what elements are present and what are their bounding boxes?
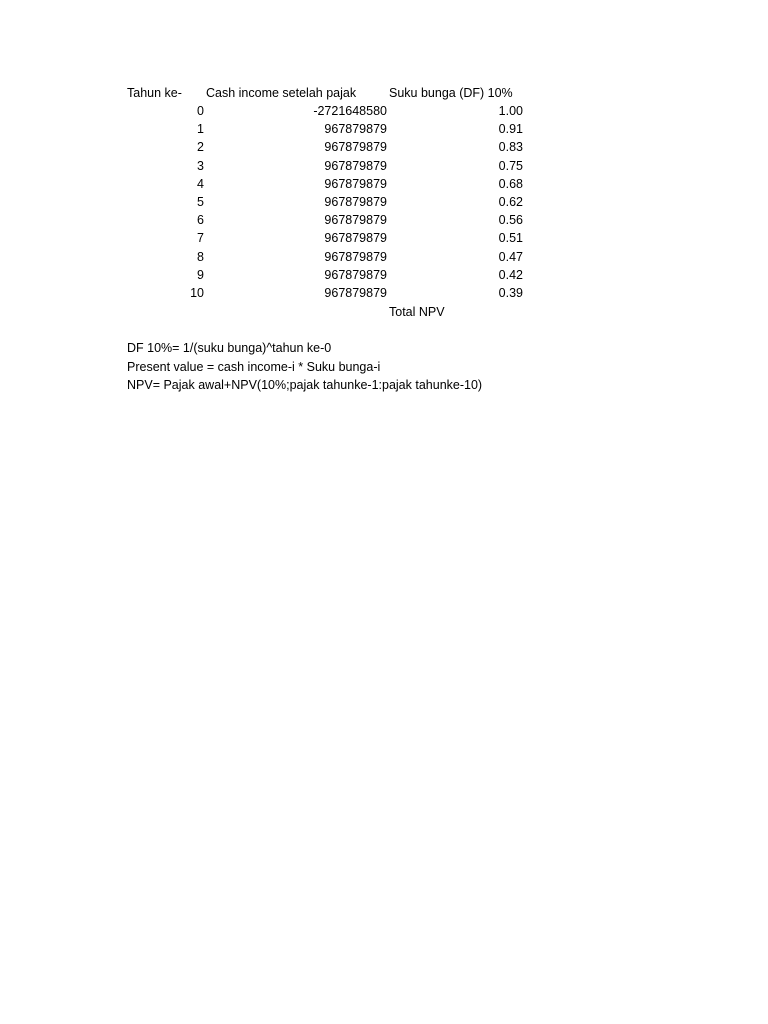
cell-cash-income: 967879879 (324, 285, 387, 300)
cell-discount-factor: 0.39 (498, 285, 523, 300)
table-row (0, 175, 768, 193)
cell-cash-income: -2721648580 (313, 104, 387, 118)
table-row (0, 157, 768, 175)
cell-discount-factor: 0.83 (498, 140, 523, 155)
cell-year: 1 (197, 122, 204, 137)
header-discount-factor: Suku bunga (DF) 10% (389, 86, 513, 100)
cell-year: 0 (197, 104, 204, 118)
formula-notes (127, 339, 482, 395)
cell-year: 9 (197, 267, 204, 282)
table-row (0, 138, 768, 156)
cell-discount-factor: 0.51 (498, 231, 523, 246)
cell-cash-income: 967879879 (324, 194, 387, 209)
note-present-value-formula: Present value = cash income-i * Suku bunga-i (127, 359, 381, 374)
note-npv-formula: NPV= Pajak awal+NPV(10%;pajak tahunke-1:pajak tahunke-10) (127, 378, 483, 392)
cell-discount-factor: 1.00 (498, 104, 523, 118)
table-row (0, 248, 768, 266)
cell-discount-factor: 0.47 (498, 249, 523, 264)
total-npv-label: Total NPV (389, 305, 445, 319)
header-year: Tahun ke- (127, 86, 182, 100)
cell-year: 8 (197, 249, 204, 264)
cell-year: 2 (197, 140, 204, 155)
note-df-formula: DF 10%= 1/(suku bunga)^tahun ke-0 (127, 341, 332, 355)
cell-discount-factor: 0.75 (498, 158, 523, 173)
data-table (0, 102, 768, 302)
table-row (0, 211, 768, 229)
table-row (0, 120, 768, 138)
cell-year: 5 (197, 194, 204, 209)
cell-discount-factor: 0.91 (498, 122, 523, 137)
cell-year: 3 (197, 158, 204, 173)
header-cash-income: Cash income setelah pajak (206, 86, 357, 100)
table-row (0, 102, 768, 120)
cell-cash-income: 967879879 (324, 122, 387, 137)
cell-cash-income: 967879879 (324, 213, 387, 228)
cell-discount-factor: 0.62 (498, 194, 523, 209)
table-row (0, 193, 768, 211)
table-row (0, 266, 768, 284)
cell-year: 10 (190, 285, 204, 300)
cell-discount-factor: 0.42 (498, 267, 523, 282)
cell-cash-income: 967879879 (324, 140, 387, 155)
cell-cash-income: 967879879 (324, 158, 387, 173)
cell-discount-factor: 0.68 (498, 176, 523, 191)
table-row (0, 284, 768, 302)
cell-cash-income: 967879879 (324, 176, 387, 191)
cell-year: 6 (197, 213, 204, 228)
cell-cash-income: 967879879 (324, 249, 387, 264)
cell-year: 7 (197, 231, 204, 246)
table-row (0, 229, 768, 247)
cell-cash-income: 967879879 (324, 231, 387, 246)
cell-year: 4 (197, 176, 204, 191)
cell-discount-factor: 0.56 (498, 213, 523, 228)
cell-cash-income: 967879879 (324, 267, 387, 282)
